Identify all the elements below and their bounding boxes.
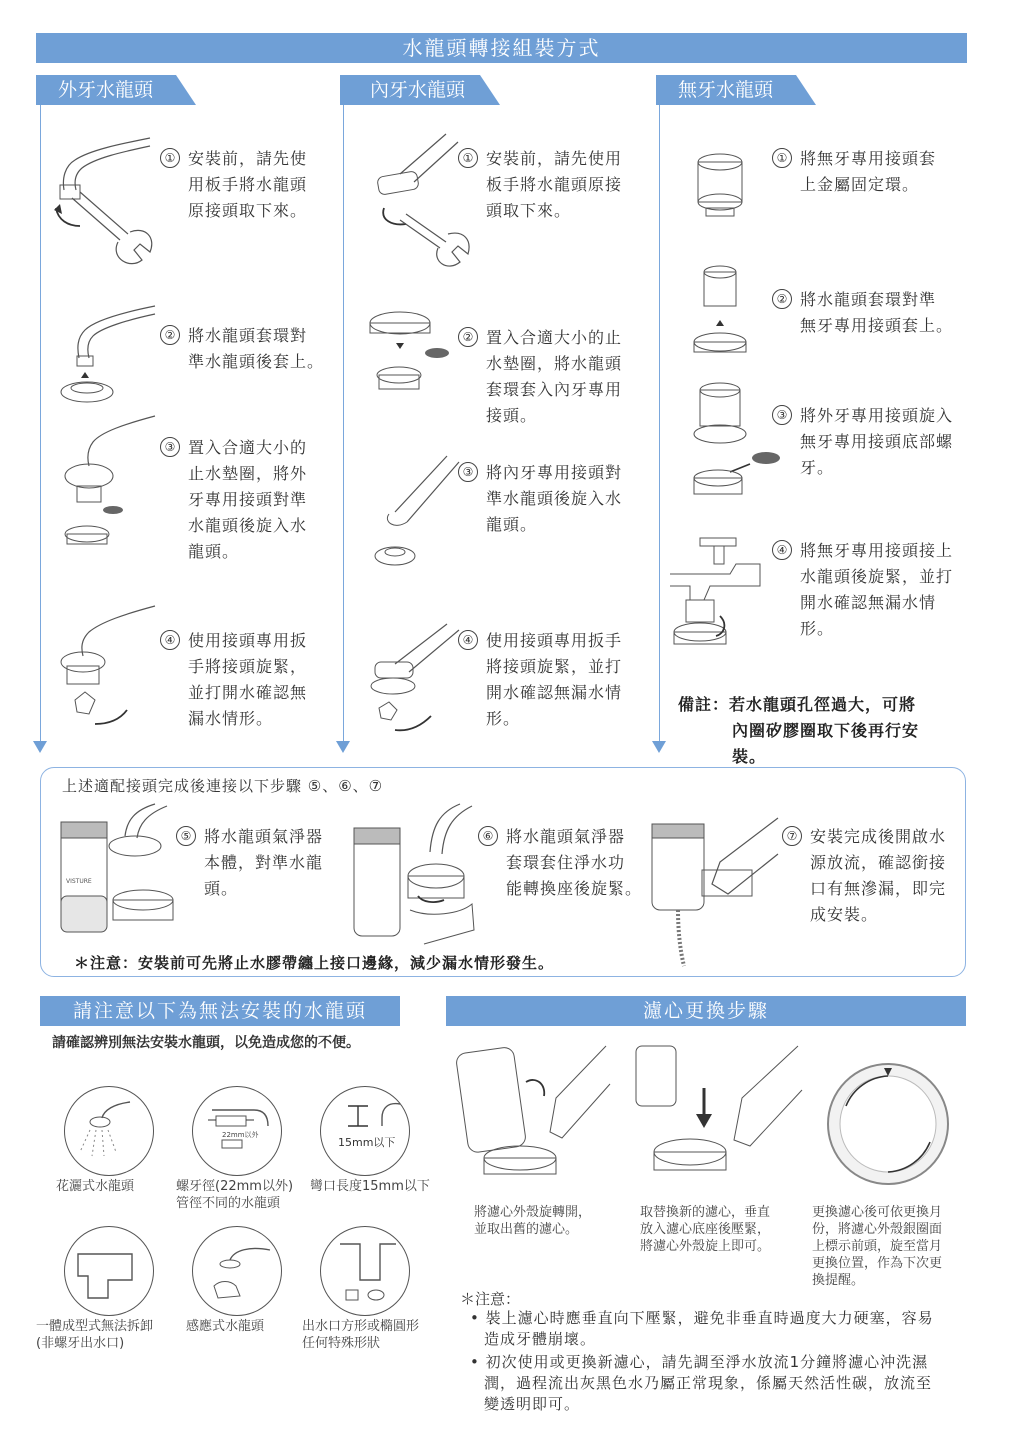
faucet-adapter-illustration bbox=[365, 450, 465, 580]
caption-line: 更換濾心後可依更換月 bbox=[812, 1205, 943, 1220]
replace-caption-3 bbox=[812, 1204, 972, 1289]
caption-line: 並取出舊的濾心。 bbox=[474, 1222, 579, 1237]
month-dial-illustration bbox=[826, 1062, 956, 1192]
step-text-line: 使用接頭專用扳手 bbox=[486, 631, 623, 650]
caption-line: 取替換新的濾心，垂直 bbox=[640, 1205, 771, 1220]
replace-title-banner bbox=[446, 996, 966, 1026]
step-number: ③ bbox=[160, 437, 180, 457]
note-line: 內圈矽膠圈取下後再行安 bbox=[732, 721, 920, 740]
caption-line: 份，將濾心外殼銀圈面 bbox=[812, 1222, 943, 1237]
note-line: 潤，過程流出灰黑色水乃屬正常現象，係屬天然活性碳，放流至 bbox=[484, 1374, 933, 1392]
page-title-banner bbox=[36, 33, 967, 63]
unsupported-label-special bbox=[302, 1318, 452, 1352]
step-3-internal bbox=[458, 460, 648, 538]
step-1-no-thread bbox=[772, 146, 972, 198]
unsupported-title-banner bbox=[40, 996, 400, 1026]
step-text-line: 板手將水龍頭原接 bbox=[486, 175, 623, 194]
step-text-line: 水龍頭後旋緊，並打 bbox=[800, 567, 954, 586]
special-shape-icon bbox=[330, 1236, 406, 1306]
step-text-line: 將無牙專用接頭套 bbox=[800, 149, 937, 168]
step-number: ④ bbox=[458, 630, 478, 650]
unsupported-label-thread bbox=[176, 1178, 316, 1212]
unsupported-label-spout bbox=[310, 1178, 450, 1195]
page-title: 水龍頭轉接組裝方式 bbox=[402, 36, 601, 60]
caption-line: 換提醒。 bbox=[812, 1273, 865, 1288]
purifier-align-illustration bbox=[55, 800, 185, 940]
purifier-installed-illustration bbox=[648, 800, 788, 970]
ring-washer-illustration bbox=[365, 305, 465, 405]
remove-filter-illustration bbox=[456, 1040, 616, 1190]
label-line: 彎口長度15mm以下 bbox=[310, 1179, 430, 1194]
step-text-line: 接頭。 bbox=[486, 406, 538, 425]
step-3-no-thread bbox=[772, 403, 972, 481]
column-divider-2 bbox=[343, 105, 344, 745]
step-text-line: 源放流，確認銜接 bbox=[810, 853, 947, 872]
step-text-line: 開水確認無漏水情 bbox=[486, 683, 623, 702]
step-text-line: 原接頭取下來。 bbox=[188, 201, 308, 220]
step-text-line: 水龍頭後旋入水 bbox=[188, 516, 308, 535]
step-1-external bbox=[160, 146, 330, 224]
step-text-line: 置入合適大小的 bbox=[188, 438, 308, 457]
tab-label: 無牙水龍頭 bbox=[678, 79, 774, 101]
caption-line: 將濾心外殼旋轉開， bbox=[474, 1205, 592, 1220]
step-7-common bbox=[782, 824, 972, 928]
step-text-line: 龍頭。 bbox=[188, 542, 240, 561]
unsupported-label-integrated bbox=[36, 1318, 186, 1352]
step-number: ④ bbox=[160, 630, 180, 650]
step-number: ② bbox=[772, 289, 792, 309]
step-text-line: 本體，對準水龍 bbox=[204, 853, 324, 872]
step-number: ⑦ bbox=[782, 826, 802, 846]
step-text-line: 將水龍頭套環對準 bbox=[800, 290, 937, 309]
label-line: 螺牙徑(22mm以外) bbox=[176, 1179, 294, 1194]
step-text-line: 安裝前，請先使 bbox=[188, 149, 308, 168]
note-line: 裝上濾心時應垂直向下壓緊，避免非垂直時過度大力硬塞，容易 bbox=[485, 1309, 934, 1327]
step-number: ③ bbox=[458, 462, 478, 482]
replace-note-1 bbox=[470, 1308, 970, 1350]
note-line: 裝。 bbox=[732, 747, 767, 766]
step-text-line: 將外牙專用接頭旋入 bbox=[800, 406, 954, 425]
step-text-line: 安裝完成後開啟水 bbox=[810, 827, 947, 846]
note-line: 備註：若水龍頭孔徑過大，可將 bbox=[678, 695, 917, 714]
insert-filter-illustration bbox=[630, 1040, 810, 1190]
step-text-line: 牙專用接頭對準 bbox=[188, 490, 308, 509]
step-text-line: 無牙專用接頭底部螺 bbox=[800, 432, 954, 451]
tab-label: 內牙水龍頭 bbox=[370, 79, 466, 101]
unsupported-title: 請注意以下為無法安裝的水龍頭 bbox=[72, 1000, 367, 1022]
step-text-line: 將內牙專用接頭對 bbox=[486, 463, 623, 482]
label-line: 出水口方形或橢圓形 bbox=[302, 1319, 420, 1334]
note-line: 初次使用或更換新濾心，請先調至淨水放流1分鐘將濾心沖洗濕 bbox=[485, 1353, 929, 1371]
step-text-line: 將水龍頭套環對 bbox=[188, 326, 308, 345]
purifier-ring-illustration bbox=[350, 800, 480, 950]
spout-length-label: 15mm以下 bbox=[338, 1136, 396, 1149]
step-text-line: 將無牙專用接頭接上 bbox=[800, 541, 954, 560]
step-text-line: 頭取下來。 bbox=[486, 201, 572, 220]
brand-label: VISTURE bbox=[66, 878, 92, 885]
label-line: 任何特殊形狀 bbox=[302, 1336, 381, 1351]
step-text-line: 口有無滲漏，即完 bbox=[810, 879, 947, 898]
faucet-wrench-illustration bbox=[50, 130, 160, 280]
replace-notes-title: ＊注意： bbox=[460, 1290, 521, 1308]
step-number: ③ bbox=[772, 405, 792, 425]
step-2-no-thread bbox=[772, 287, 972, 339]
wrench-tighten-illustration bbox=[55, 600, 165, 735]
common-intro: 上述適配接頭完成後連接以下步驟 ⑤、⑥、⑦ bbox=[62, 777, 384, 795]
step-text-line: 形。 bbox=[486, 709, 521, 728]
step-text-line: 準水龍頭後旋入水 bbox=[486, 489, 623, 508]
thread-size-label: 22mm以外 bbox=[222, 1131, 259, 1139]
step-text-line: 置入合適大小的止 bbox=[486, 328, 623, 347]
sensor-faucet-icon bbox=[200, 1236, 276, 1306]
column-divider-1 bbox=[40, 105, 41, 745]
step-text-line: 漏水情形。 bbox=[188, 709, 274, 728]
label-line: 花灑式水龍頭 bbox=[56, 1179, 135, 1194]
replace-note-2 bbox=[470, 1352, 970, 1415]
step-number: ② bbox=[160, 325, 180, 345]
step-text-line: 將水龍頭氣淨器 bbox=[204, 827, 324, 846]
label-line: (非螺牙出水口) bbox=[36, 1336, 125, 1351]
step-text-line: 形。 bbox=[800, 619, 835, 638]
step-text-line: 水墊圈，將水龍頭 bbox=[486, 354, 623, 373]
step-text-line: 將水龍頭氣淨器 bbox=[506, 827, 626, 846]
unsupported-label-shower bbox=[56, 1178, 166, 1195]
step-text-line: 頭。 bbox=[204, 879, 239, 898]
step-text-line: 準水龍頭後套上。 bbox=[188, 352, 325, 371]
washer-adapter-illustration bbox=[55, 410, 165, 555]
unsupported-subtitle: 請確認辨別無法安裝水龍頭，以免造成您的不便。 bbox=[52, 1035, 360, 1051]
step-text-line: 用板手將水龍頭 bbox=[188, 175, 308, 194]
down-arrow-icon bbox=[33, 741, 47, 753]
step-text-line: 無牙專用接頭套上。 bbox=[800, 316, 954, 335]
step-text-line: 安裝前，請先使用 bbox=[486, 149, 623, 168]
step-text-line: 並打開水確認無 bbox=[188, 683, 308, 702]
replace-caption-2 bbox=[640, 1204, 810, 1255]
down-arrow-icon bbox=[652, 741, 666, 753]
wrench-tighten-illustration bbox=[365, 620, 465, 740]
step-text-line: 止水墊圈，將外 bbox=[188, 464, 308, 483]
step-text-line: 龍頭。 bbox=[486, 515, 538, 534]
step-4-internal bbox=[458, 628, 648, 732]
step-text-line: 套環套住淨水功 bbox=[506, 853, 626, 872]
unsupported-label-sensor bbox=[186, 1318, 296, 1335]
step-number: ⑥ bbox=[478, 826, 498, 846]
faucet-valve-illustration bbox=[670, 530, 780, 660]
step-text-line: 套環套入內牙專用 bbox=[486, 380, 623, 399]
step-5-common bbox=[176, 824, 346, 902]
faucet-ring-illustration bbox=[55, 300, 165, 410]
replace-caption-1 bbox=[474, 1204, 634, 1238]
caption-line: 將濾心外殼旋上即可。 bbox=[640, 1239, 771, 1254]
step-text-line: 使用接頭專用扳 bbox=[188, 631, 308, 650]
shower-faucet-icon bbox=[70, 1096, 150, 1166]
replace-title: 濾心更換步驟 bbox=[642, 1000, 769, 1022]
label-line: 一體成型式無法拆卸 bbox=[36, 1319, 154, 1334]
down-arrow-icon bbox=[336, 741, 350, 753]
caption-line: 放入濾心底座後壓緊， bbox=[640, 1222, 771, 1237]
step-number: ① bbox=[458, 148, 478, 168]
note-bullet: • bbox=[470, 1309, 480, 1327]
step-number: ⑤ bbox=[176, 826, 196, 846]
step-number: ① bbox=[160, 148, 180, 168]
step-number: ④ bbox=[772, 540, 792, 560]
step-2-internal bbox=[458, 325, 648, 429]
step-1-internal bbox=[458, 146, 648, 224]
faucet-wrench-illustration bbox=[370, 130, 470, 280]
step-text-line: 牙。 bbox=[800, 458, 835, 477]
step-4-external bbox=[160, 628, 330, 732]
tab-no-thread bbox=[656, 75, 838, 105]
common-note: ＊注意：安裝前可先將止水膠帶纏上接口邊緣，減少漏水情形發生。 bbox=[74, 954, 555, 972]
step-2-external bbox=[160, 323, 340, 375]
step-text-line: 上金屬固定環。 bbox=[800, 175, 920, 194]
note-line: 變透明即可。 bbox=[484, 1395, 581, 1413]
tab-internal-thread bbox=[340, 75, 522, 105]
step-text-line: 成安裝。 bbox=[810, 905, 879, 924]
tab-label: 外牙水龍頭 bbox=[58, 79, 154, 101]
tab-external-thread bbox=[36, 75, 218, 105]
step-3-external bbox=[160, 435, 330, 565]
step-6-common bbox=[478, 824, 648, 902]
integrated-faucet-icon bbox=[72, 1240, 148, 1300]
step-4-no-thread bbox=[772, 538, 972, 642]
step-text-line: 將接頭旋緊，並打 bbox=[486, 657, 623, 676]
step-text-line: 能轉換座後旋緊。 bbox=[506, 879, 643, 898]
note-line: 造成牙體崩壞。 bbox=[484, 1330, 597, 1348]
no-thread-note bbox=[678, 692, 968, 770]
no-thread-adapter-illustration bbox=[690, 150, 760, 220]
note-bullet: • bbox=[470, 1353, 480, 1371]
column-divider-3 bbox=[659, 105, 660, 745]
caption-line: 上標示前頭，旋至當月 bbox=[812, 1239, 943, 1254]
caption-line: 更換位置，作為下次更 bbox=[812, 1256, 943, 1271]
label-line: 感應式水龍頭 bbox=[186, 1319, 265, 1334]
step-text-line: 開水確認無漏水情 bbox=[800, 593, 937, 612]
ring-align-illustration bbox=[690, 262, 760, 362]
step-number: ① bbox=[772, 148, 792, 168]
label-line: 管徑不同的水龍頭 bbox=[176, 1196, 281, 1211]
step-number: ② bbox=[458, 327, 478, 347]
step-text-line: 手將接頭旋緊， bbox=[188, 657, 308, 676]
